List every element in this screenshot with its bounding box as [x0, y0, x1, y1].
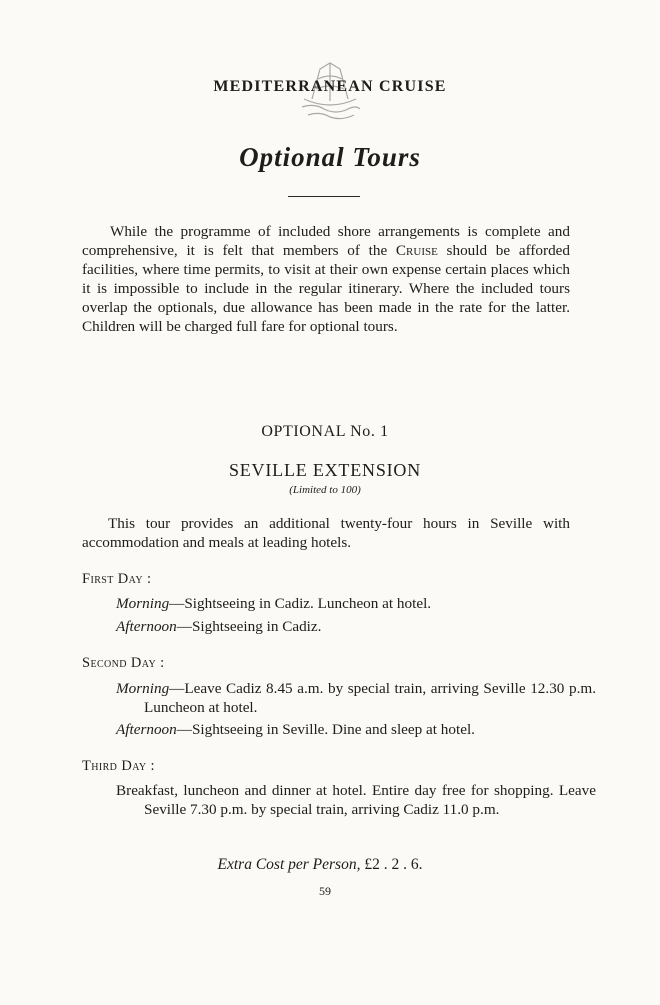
intro-paragraph [82, 222, 570, 336]
title-divider [288, 196, 360, 197]
second-day-afternoon-label: Afternoon [116, 721, 177, 738]
first-day-morning [116, 594, 596, 613]
intro-text-start: While the programme of included shore arrangements is complete and comprehensive, it is felt that members of the [82, 223, 570, 259]
second-day-afternoon-text: —Sightseeing in Seville. Dine and sleep at hotel. [176, 721, 475, 738]
intro-text-end: should be afforded facilities, where time permits, to visit at their own expense certain places which it is impossible to include in the regular itinerary. Where the included tours overlap the optionals, due allowance has been made in the rate for the latter. Children will be charged full fare for optional tours. [82, 242, 570, 335]
second-day-heading: Second Day : [82, 655, 165, 671]
second-day-morning-label: Morning [116, 680, 170, 697]
third-day-heading: Third Day : [82, 758, 155, 774]
extra-cost-label: Extra Cost per Person, [217, 856, 365, 873]
first-day-morning-label: Morning [116, 595, 170, 612]
first-day-heading: First Day : [82, 571, 152, 587]
third-day-text: Breakfast, luncheon and dinner at hotel. Entire day free for shopping. Leave Seville 7.30 p.m. by special train, arriving Cadiz 11.0 p.m. [116, 782, 596, 818]
page-number: 59 [319, 884, 331, 898]
first-day-morning-text: —Sightseeing in Cadiz. Luncheon at hotel. [169, 595, 432, 612]
second-day-morning [116, 679, 596, 717]
optional-number: OPTIONAL No. 1 [261, 423, 389, 440]
extra-cost-amount: £2 . 2 . 6. [364, 856, 423, 873]
page-title: Optional Tours [239, 142, 421, 172]
running-head: MEDITERRANEAN CRUISE [213, 78, 447, 95]
limited-note: (Limited to 100) [289, 484, 361, 496]
first-day-afternoon [116, 617, 596, 636]
second-day-afternoon [116, 720, 596, 739]
extra-cost [0, 856, 640, 874]
first-day-afternoon-text: —Sightseeing in Cadiz. [176, 618, 322, 635]
intro-cruise-word: Cruise [395, 242, 438, 259]
first-day-afternoon-label: Afternoon [116, 618, 177, 635]
tour-description: This tour provides an additional twenty-four hours in Seville with accommodation and meals at leading hotels. [82, 515, 570, 551]
section-title: SEVILLE EXTENSION [228, 460, 422, 480]
second-day-morning-text: —Leave Cadiz 8.45 a.m. by special train, arriving Seville 12.30 p.m. Luncheon at hotel. [144, 680, 596, 716]
